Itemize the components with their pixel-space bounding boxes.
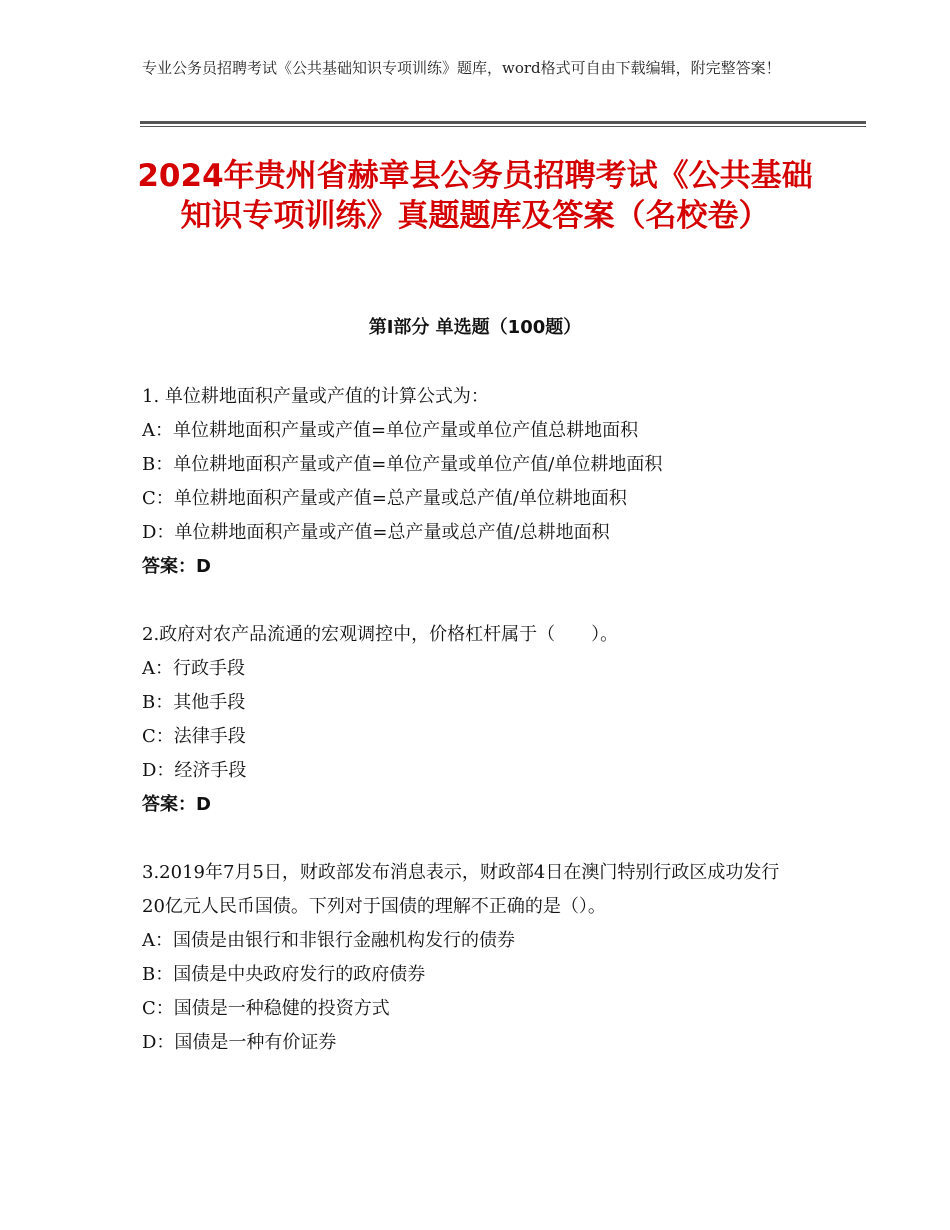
option-c: C：国债是一种稳健的投资方式 [142, 998, 390, 1019]
question-stem: 3.2019年7月5日，财政部发布消息表示，财政部4日在澳门特别行政区成功发行20亿元人民币国债。下列对于国债的理解不正确的是（）。 [142, 862, 780, 917]
option-a: A：单位耕地面积产量或产值=单位产量或单位产值总耕地面积 [142, 420, 639, 441]
option-b: B：其他手段 [142, 692, 246, 713]
option-a: A：行政手段 [142, 658, 245, 679]
document-title: 2024年贵州省赫章县公务员招聘考试《公共基础知识专项训练》真题题库及答案（名校卷） [137, 158, 813, 234]
section-title: 第I部分 单选题（100题） [368, 317, 582, 338]
question-3 [142, 856, 802, 1060]
header-divider-thick [140, 121, 866, 124]
option-b: B：单位耕地面积产量或产值=单位产量或单位产值/单位耕地面积 [142, 454, 663, 475]
option-b: B：国债是中央政府发行的政府债券 [142, 964, 426, 985]
option-d: D：单位耕地面积产量或产值=总产量或总产值/总耕地面积 [142, 522, 610, 543]
option-c: C：单位耕地面积产量或产值=总产量或总产值/单位耕地面积 [142, 488, 627, 509]
question-1 [142, 380, 802, 584]
question-stem: 1. 单位耕地面积产量或产值的计算公式为： [142, 386, 489, 407]
option-a: A：国债是由银行和非银行金融机构发行的债券 [142, 930, 515, 951]
option-c: C：法律手段 [142, 726, 246, 747]
option-d: D：国债是一种有价证券 [142, 1032, 337, 1053]
header-divider-thin [140, 126, 866, 127]
answer-label: 答案：D [142, 794, 211, 815]
answer-label: 答案：D [142, 556, 211, 577]
option-d: D：经济手段 [142, 760, 247, 781]
header-note: 专业公务员招聘考试《公共基础知识专项训练》题库，word格式可自由下载编辑，附完整答案！ [142, 59, 781, 77]
question-2 [142, 618, 802, 822]
question-stem: 2.政府对农产品流通的宏观调控中，价格杠杆属于（ ）。 [142, 624, 619, 645]
